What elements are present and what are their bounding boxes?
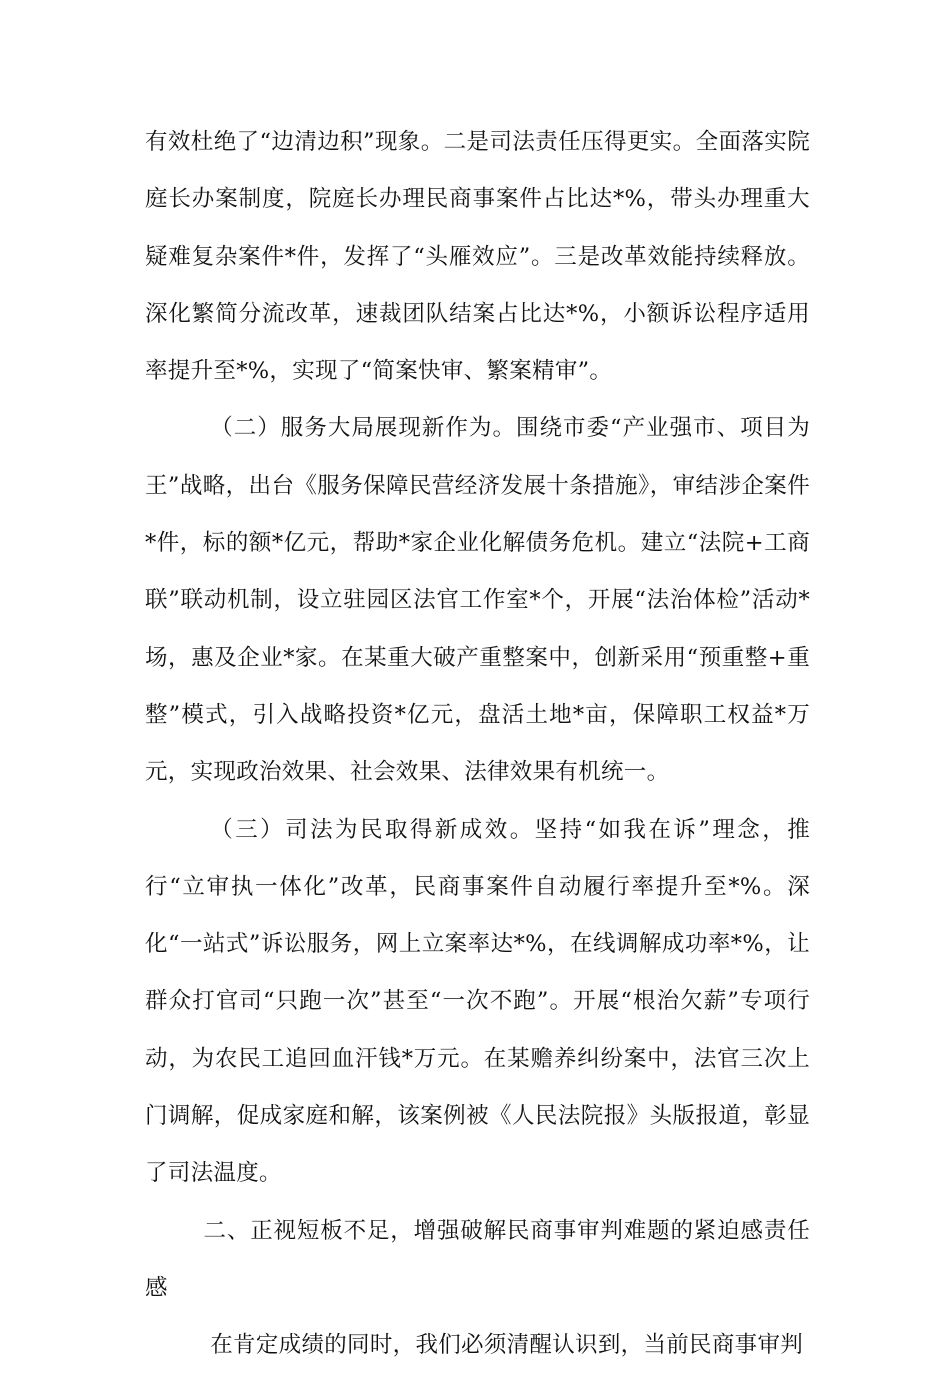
paragraph-section-two: （二）服务大局展现新作为。围绕市委“产业强市、项目为王”战略，出台《服务保障民营经济发展十条措施》，审结涉企案件*件，标的额*亿元，帮助*家企业化解债务危机。建立“法院+工商联”联动机制，设立驻园区法官工作室*个，开展“法治体检”活动*场，惠及企业*家。在某重大破产重整案中，创新采用“预重整+重整”模式，引入战略投资*亿元，盘活土地*亩，保障职工权益*万元，实现政治效果、社会效果、法律效果有机统一。 <box>145 415 810 786</box>
paragraph-section-three: （三）司法为民取得新成效。坚持“如我在诉”理念，推行“立审执一体化”改革，民商事案件自动履行率提升至*%。深化“一站式”诉讼服务，网上立案率达*%，在线调解成功率*%，让群众打官司“只跑一次”甚至“一次不跑”。开展“根治欠薪”专项行动，为农民工追回血汗钱*万元。在某赡养纠纷案中，法官三次上门调解，促成家庭和解，该案例被《人民法院报》头版报道，彰显了司法温度。 <box>145 816 810 1187</box>
paragraph-continuation: 有效杜绝了“边清边积”现象。二是司法责任压得更实。全面落实院庭长办案制度，院庭长办理民商事案件占比达*%，带头办理重大疑难复杂案件*件，发挥了“头雁效应”。三是改革效能持续释放。深化繁简分流改革，速裁团队结案占比达*%，小额诉讼程序适用率提升至*%，实现了“简案快审、繁案精审”。 <box>145 129 810 385</box>
document-body <box>145 114 810 1375</box>
section-heading: 二、正视短板不足，增强破解民商事审判难题的紧迫感责任感 <box>145 1217 810 1301</box>
paragraph-intro: 在肯定成绩的同时，我们必须清醒认识到，当前民商事审判 <box>210 1332 804 1359</box>
